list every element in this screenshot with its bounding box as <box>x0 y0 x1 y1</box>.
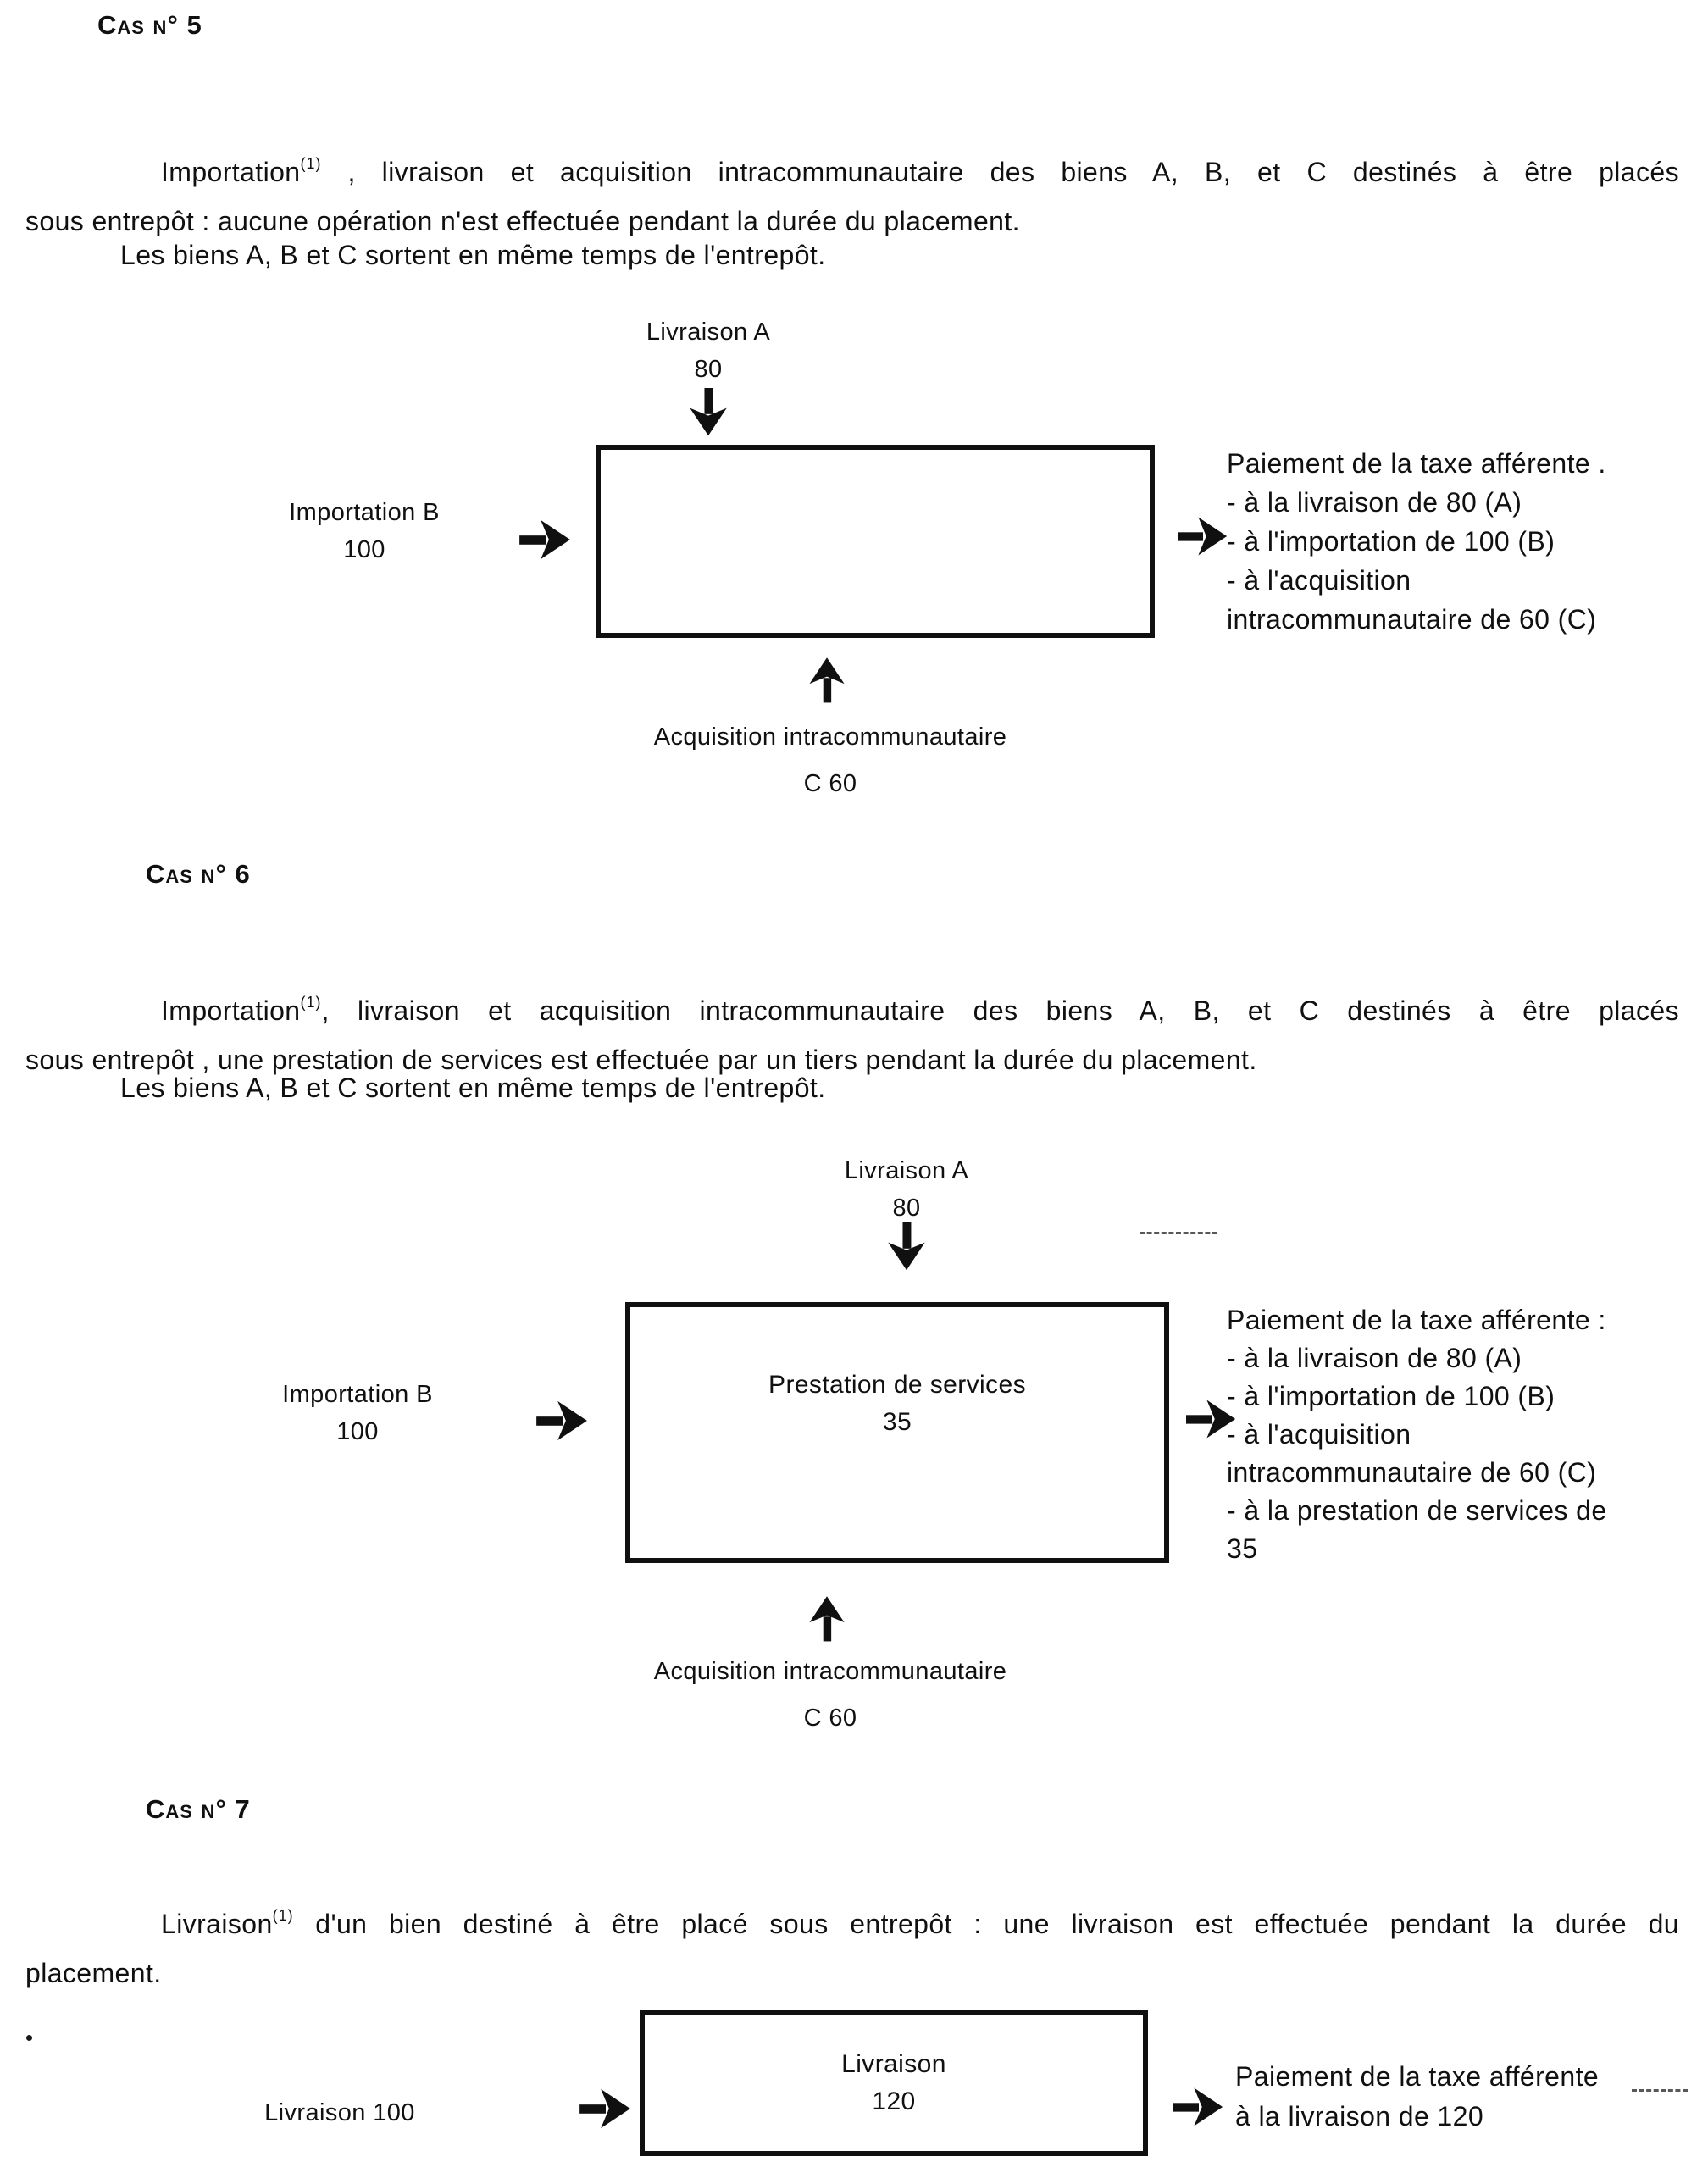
arrow-right-icon <box>536 1398 589 1444</box>
case-7-warehouse-box <box>640 2010 1148 2156</box>
arrow-up-icon <box>807 651 847 708</box>
case-6-intro-line1 <box>25 978 1679 1035</box>
case-6-bottom-label <box>593 1649 1068 1742</box>
bottom-label: Acquisition intracommunautaire <box>653 723 1007 751</box>
left-value: 100 <box>336 1418 379 1445</box>
arrow-right-icon <box>580 2086 632 2131</box>
case-5-intro-line2: sous entrepôt : aucune opération n'est effectuée pendant la durée du placement. <box>25 206 1020 236</box>
intro-lead: Livraison <box>161 1909 273 1939</box>
payment-title: Paiement de la taxe afférente . <box>1227 448 1606 479</box>
payment-line: intracommunautaire de 60 (C) <box>1227 604 1597 635</box>
intro-line1-rest: , livraison et acquisition intracommunautaire des biens A, B, et C destinés à être placés <box>321 157 1679 187</box>
case-5-top-label <box>593 313 824 388</box>
case-7-intro-line2: placement. <box>25 1958 162 1988</box>
top-label: Livraison A <box>646 319 771 346</box>
scan-artifact-dot <box>26 2035 32 2041</box>
case-5-warehouse-box <box>596 445 1155 638</box>
case-7-payment-block <box>1235 2057 1708 2137</box>
case-5-left-label <box>237 494 491 568</box>
payment-line: - à la livraison de 80 (A) <box>1227 1343 1522 1373</box>
top-value: 80 <box>892 1195 921 1222</box>
intro-lead: Importation <box>161 157 301 187</box>
case-5-note: Les biens A, B et C sortent en même temps de l'entrepôt. <box>120 240 826 270</box>
box-label: Livraison <box>841 2050 946 2078</box>
arrow-right-icon <box>519 517 572 563</box>
bottom-value: C 60 <box>803 770 857 797</box>
payment-title: Paiement de la taxe afférente : <box>1227 1305 1606 1335</box>
case-6-intro <box>25 978 1679 1084</box>
arrow-up-icon <box>807 1589 847 1647</box>
case-7-heading: Cas n° 7 <box>146 1794 251 1824</box>
case-5-intro-line1 <box>25 139 1679 197</box>
case-7-intro <box>25 1891 1679 1998</box>
box-value: 120 <box>872 2087 916 2115</box>
left-label: Importation B <box>282 1381 433 1408</box>
payment-lines <box>1227 1339 1708 1568</box>
payment-line: - à la livraison de 80 (A) <box>1227 487 1522 518</box>
box-label: Prestation de services <box>768 1371 1026 1399</box>
case-6-payment-block <box>1227 1301 1708 1568</box>
left-label: Livraison 100 <box>264 2099 415 2126</box>
case-6-top-label <box>788 1152 1025 1227</box>
footnote-marker: (1) <box>300 994 322 1011</box>
case-7-intro-line1 <box>25 1891 1679 1948</box>
case-7-left-label <box>208 2094 471 2131</box>
intro-line1-rest: , livraison et acquisition intracommunautaire des biens A, B, et C destinés à être placés <box>321 995 1679 1026</box>
case-5-intro <box>25 139 1679 246</box>
case-5-bottom-label <box>593 714 1068 807</box>
scan-artifact-dash <box>1140 1232 1217 1234</box>
payment-lines <box>1235 2097 1708 2137</box>
case-6-note: Les biens A, B et C sortent en même temps de l'entrepôt. <box>120 1073 826 1103</box>
payment-line: - à l'importation de 100 (B) <box>1227 1381 1556 1411</box>
intro-line1-rest: d'un bien destiné à être placé sous entrepôt : une livraison est effectuée pendant la durée du <box>293 1909 1679 1939</box>
scan-artifact-dash <box>1632 2089 1688 2092</box>
footnote-marker: (1) <box>300 155 322 172</box>
case-6-left-label <box>230 1376 485 1450</box>
payment-line: - à l'acquisition <box>1227 565 1411 596</box>
arrow-right-icon <box>1178 513 1228 559</box>
top-value: 80 <box>694 356 723 383</box>
case-6-warehouse-box <box>625 1302 1169 1563</box>
left-label: Importation B <box>289 499 440 526</box>
arrow-down-icon <box>686 388 730 437</box>
top-label: Livraison A <box>844 1157 969 1184</box>
payment-line: - à l'acquisition <box>1227 1419 1411 1450</box>
payment-line: 35 <box>1227 1533 1258 1564</box>
arrow-down-icon <box>884 1222 929 1272</box>
intro-lead: Importation <box>161 995 301 1026</box>
case-5-heading: Cas n° 5 <box>97 10 202 40</box>
bottom-value: C 60 <box>803 1705 857 1732</box>
payment-line: intracommunautaire de 60 (C) <box>1227 1457 1597 1488</box>
payment-lines <box>1227 483 1706 639</box>
footnote-marker: (1) <box>272 1907 294 1924</box>
case-5-payment-block <box>1227 444 1706 639</box>
arrow-right-icon <box>1173 2084 1224 2130</box>
case-6-heading: Cas n° 6 <box>146 859 251 889</box>
bottom-label: Acquisition intracommunautaire <box>653 1658 1007 1685</box>
case-6-intro-line2: sous entrepôt , une prestation de services est effectuée par un tiers pendant la durée du placement. <box>25 1045 1257 1075</box>
payment-line: à la livraison de 120 <box>1235 2101 1484 2131</box>
payment-line: - à l'importation de 100 (B) <box>1227 526 1556 557</box>
left-value: 100 <box>343 536 385 563</box>
payment-title: Paiement de la taxe afférente <box>1235 2061 1600 2092</box>
payment-line: - à la prestation de services de <box>1227 1495 1607 1526</box>
box-value: 35 <box>882 1408 912 1436</box>
